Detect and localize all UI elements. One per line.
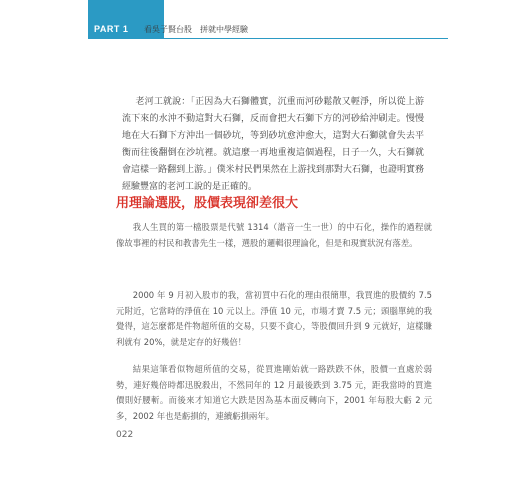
body-paragraph: 我人生買的第一檔股票是代號 1314（諧音一生一世）的中石化，操作的過程就像故事裡的村民和教書先生一樣，選股的邏輯很理論化，但是和現實狀況有落差。 bbox=[116, 222, 432, 248]
section-title: 用理論選股，股價表現卻差很大 bbox=[116, 196, 299, 211]
body-paragraph: 2000 年 9 月初入股市的我，當初買中石化的理由很簡單，我買進的股價約 7.5 元附近，它當時的淨值在 10 元以上。淨值 10 元，市場才賣 7.5 元；頭腦單純的我覺得，這怎麼都是件物超所值的交易，只要不貪心，等股價回升到 9 元就好，這樣賺利就有 20%，就是定存的好幾倍！ bbox=[116, 290, 432, 347]
part-label: PART 1 bbox=[94, 24, 129, 34]
header-rule bbox=[88, 38, 448, 39]
chapter-subtitle: 看吳子賢台股 拼就中學經驗 bbox=[144, 25, 248, 34]
body-paragraph: 結果這筆看似物超所值的交易，從買進剛始就一路跌跌不休，股價一直處於弱勢，連好幾倍時都迅脫殺出，不然同年的 12 月最後跌到 3.75 元，距我當時的買進價則好腰斬。而後來才知道它大跌是因為基本面反轉向下，2001 年每股大虧 2 元多，2002 年也是虧損的，連續虧損兩年。 bbox=[116, 364, 432, 421]
page-header bbox=[0, 0, 520, 42]
page-number: 022 bbox=[116, 430, 134, 440]
story-quote-paragraph: 老河工就說：「正因為大石獅體實，沉重而河砂鬆散又輕淨，所以從上游流下來的水沖不動這對大石獅，反而會把大石獅下方的河砂給沖刷走。慢慢地在大石獅下方沖出一個砂坑，等到砂坑愈沖愈大，這對大石獅就會失去平衡而往後翻倒在沙坑裡。就這麼一再地重複這個過程，日子一久，大石獅就會這樣一路翻到上游。」僕米村民們果然在上游找到那對大石獅，也證明實務經驗豐富的老河工說的是正確的。 bbox=[122, 97, 424, 192]
